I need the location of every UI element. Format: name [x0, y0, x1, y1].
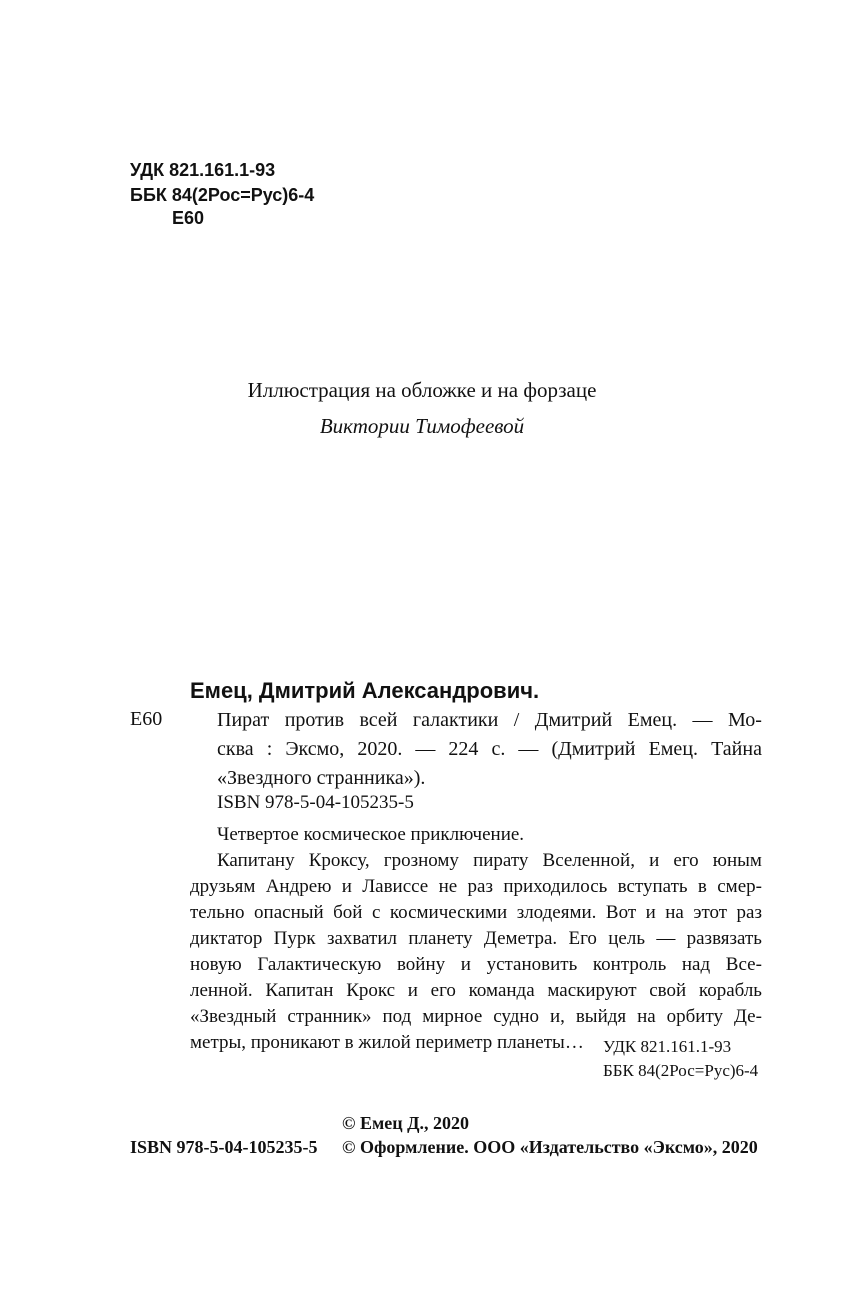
description-line: Пират против всей галактики / Дмитрий Емец. — Мо-: [217, 709, 762, 731]
copyright-author: © Емец Д., 2020: [342, 1113, 469, 1133]
author-sign-top: Е60: [172, 208, 205, 228]
bbk-code-bottom: ББК 84(2Рос=Рус)6-4: [603, 1061, 759, 1080]
author-sign-side: Е60: [130, 708, 163, 730]
isbn-bottom: ISBN 978-5-04-105235-5: [130, 1137, 318, 1157]
copyright-design: © Оформление. ООО «Издательство «Эксмо», 2020: [342, 1137, 758, 1157]
illustrator-name: Виктории Тимофеевой: [319, 414, 525, 438]
author-heading: Емец, Дмитрий Александрович.: [190, 678, 540, 703]
annotation-first-line: Четвертое космическое приключение.: [217, 824, 525, 845]
annotation-line: Капитану Кроксу, грозному пирату Вселенной, и его юным: [217, 850, 762, 871]
description-line: сква : Эксмо, 2020. — 224 с. — (Дмитрий Емец. Тайна: [217, 738, 762, 760]
annotation-line: ленной. Капитан Крокс и его команда маскируют свой корабль: [190, 980, 762, 1001]
illustration-credit: Иллюстрация на обложке и на форзаце: [247, 378, 597, 402]
annotation-line: диктатор Пурк захватил планету Деметра. Его цель — развязать: [190, 928, 762, 949]
description-line: «Звездного странника»).: [217, 767, 426, 789]
udk-code-bottom: УДК 821.161.1-93: [603, 1037, 732, 1056]
isbn-description: ISBN 978-5-04-105235-5: [217, 792, 414, 813]
bbk-code-top: ББК 84(2Рос=Рус)6-4: [130, 185, 315, 205]
annotation-line: новую Галактическую войну и установить контроль над Все-: [190, 954, 762, 975]
annotation-line: тельно опасный бой с космическими злодеями. Вот и на этот раз: [190, 902, 762, 923]
annotation-line: друзьям Андрею и Лависсе не раз приходилось вступать в смер-: [190, 876, 762, 897]
udk-code-top: УДК 821.161.1-93: [130, 160, 276, 180]
annotation-line: «Звездный странник» под мирное судно и, выйдя на орбиту Де-: [190, 1006, 762, 1027]
annotation: [190, 822, 762, 1056]
bibliographic-description: [217, 706, 762, 793]
annotation-line: метры, проникают в жилой периметр планеты…: [190, 1032, 584, 1053]
